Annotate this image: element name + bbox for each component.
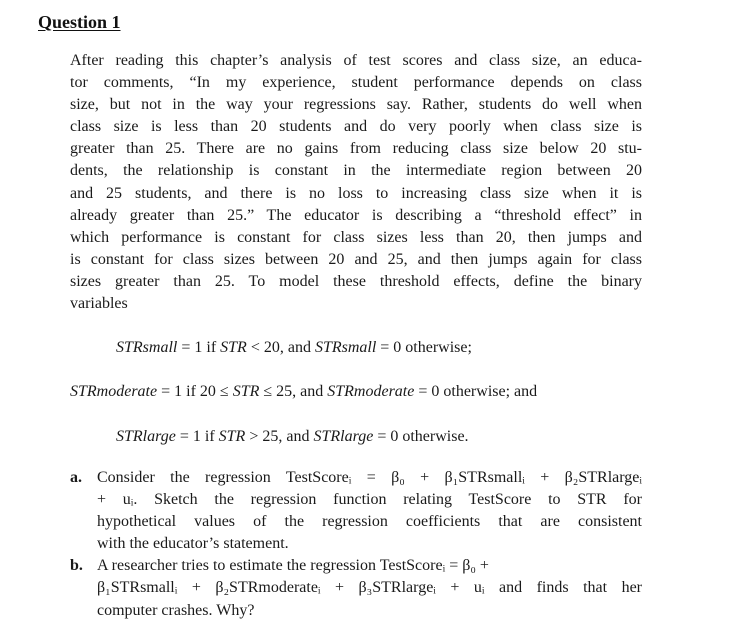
str-var: STR — [232, 383, 260, 400]
paragraph-line: size, but not in the way your regressions say. Rather, students do well when — [70, 96, 642, 114]
part-label: a. — [70, 469, 82, 486]
paragraph-line: dents, the relationship is constant in the intermediate region between 20 — [70, 162, 642, 180]
paragraph-line: sizes greater than 25. To model these threshold effects, define the binary — [70, 272, 642, 290]
paragraph-line: After reading this chapter’s analysis of test scores and class size, an educa- — [70, 52, 642, 69]
str-var: STR — [220, 339, 247, 356]
var-name: STRsmall — [314, 339, 377, 356]
part-line: + uᵢ. Sketch the regression function relating TestScore to STR for — [97, 491, 642, 509]
var-name: STRmoderate — [70, 383, 158, 400]
part-line: A researcher tries to estimate the regression TestScoreᵢ = β₀ + — [97, 557, 489, 575]
def-text: = 0 otherwise. — [373, 428, 469, 445]
def-text: ≤ 25, and — [259, 383, 328, 400]
def-text: < 20, and — [246, 339, 315, 356]
paragraph-line: is constant for class sizes between 20 and 25, and then jumps again for class — [70, 250, 642, 268]
paragraph-line: greater than 25. There are no gains from reducing class size below 20 stu- — [70, 140, 642, 158]
def-text: = 1 if — [177, 339, 221, 356]
paragraph-line: class size is less than 20 students and do very poorly when class size is — [70, 118, 642, 136]
def-text: = 1 if 20 ≤ — [157, 383, 233, 400]
part-line: with the educator’s statement. — [97, 535, 289, 553]
part-line: computer crashes. Why? — [97, 601, 255, 619]
var-name: STRlarge — [116, 428, 176, 445]
part-line: β₁STRsmallᵢ + β₂STRmoderateᵢ + β₃STRlargeᵢ + uᵢ and finds that her — [97, 579, 642, 597]
definition-str-small — [116, 339, 472, 357]
paragraph-line: and 25 students, and there is no loss to increasing class size when it is — [70, 184, 642, 202]
paragraph-line: tor comments, “In my experience, student performance depends on class — [70, 74, 642, 92]
var-name: STRmoderate — [327, 383, 415, 400]
paragraph-line: which performance is constant for class sizes less than 20, then jumps and — [70, 228, 642, 246]
paragraph-line: variables — [70, 295, 128, 313]
paragraph-line: already greater than 25.” The educator is describing a “threshold effect” in — [70, 206, 642, 224]
def-text: = 0 otherwise; and — [414, 383, 538, 400]
def-text: > 25, and — [245, 428, 314, 445]
definition-str-large — [116, 428, 469, 446]
var-name: STRlarge — [313, 428, 374, 445]
question-parts — [70, 467, 642, 622]
def-text: = 0 otherwise; — [376, 339, 472, 356]
part-line: hypothetical values of the regression coefficients that are consistent — [97, 513, 642, 531]
part-b — [70, 555, 642, 621]
str-var: STR — [218, 428, 246, 445]
part-line: Consider the regression TestScoreᵢ = β₀ + β₁STRsmallᵢ + β₂STRlargeᵢ — [97, 469, 642, 486]
def-text: = 1 if — [175, 428, 219, 445]
definition-str-moderate — [70, 383, 537, 401]
var-name: STRsmall — [116, 339, 178, 356]
part-a — [70, 467, 642, 555]
part-label: b. — [70, 557, 83, 575]
question-heading: Question 1 — [38, 12, 121, 32]
question-paragraph — [70, 50, 642, 315]
